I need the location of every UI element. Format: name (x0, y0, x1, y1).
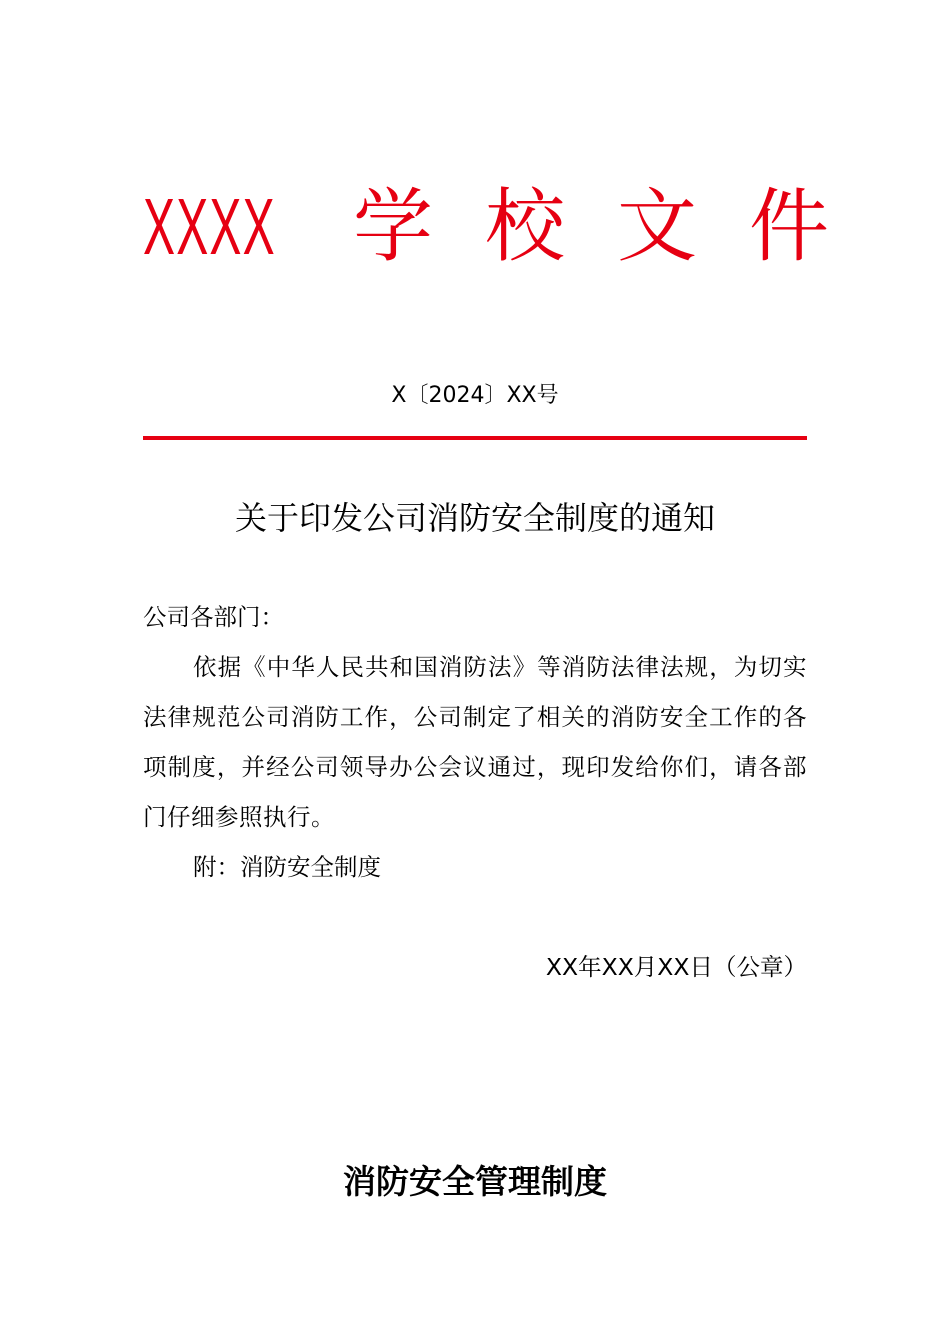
salutation: 公司各部门： (143, 603, 284, 631)
section-title: 消防安全管理制度 (343, 1162, 607, 1201)
notice-paragraph: 依据《中华人民共和国消防法》等消防法律法规，为切实法律规范公司消防工作，公司制定了相关的消防安全工作的各项制度，并经公司领导办公会议通过，现印发给你们，请各部门仔细参照执行。 (143, 653, 807, 831)
notice-title: 关于印发公司消防安全制度的通知 (234, 499, 715, 537)
attachment-line: 附：消防安全制度 (193, 853, 381, 881)
document-header (143, 172, 881, 282)
document-number: X〔2024〕XX号 (391, 383, 559, 408)
red-divider (143, 436, 807, 440)
date-and-seal: XX年XX月XX日（公章） (545, 953, 807, 981)
header-prefix: XXXX (143, 182, 276, 271)
header-title: 学校文件 (353, 180, 881, 273)
